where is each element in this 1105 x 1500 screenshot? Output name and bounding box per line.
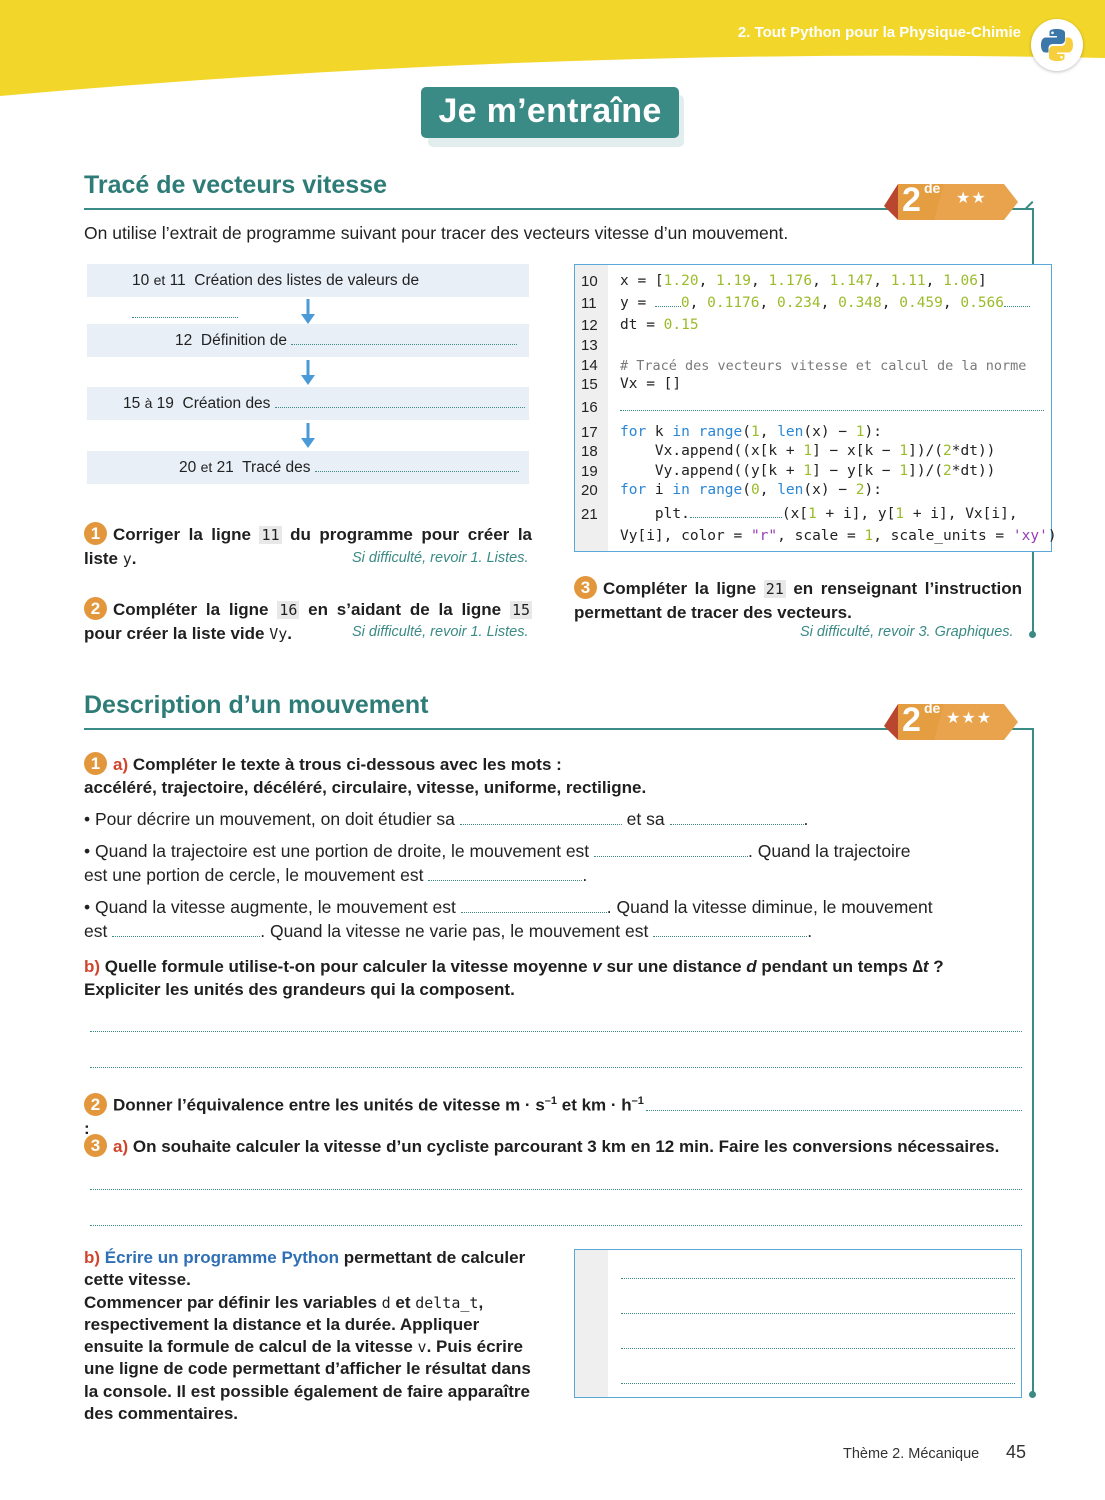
flow-step-3-blank[interactable]	[275, 394, 525, 408]
flow-step-4-num-b: 21	[216, 459, 234, 476]
flow-step-2-blank[interactable]	[291, 331, 517, 345]
flow-step-1-sep: et	[153, 272, 166, 288]
page-number: 45	[1006, 1442, 1027, 1462]
code-answer-line[interactable]	[621, 1348, 1015, 1349]
blank-rectiligne[interactable]	[594, 842, 748, 857]
exercise1-rule-end-dot	[1029, 631, 1036, 638]
code-line-19: Vy.append((y[k + 1] − y[k − 1])/(2*dt))	[620, 463, 996, 479]
code-answer-line[interactable]	[621, 1383, 1015, 1384]
flow-step-2-num: 12	[175, 332, 193, 349]
exercise2-question-1a: 1 a) Compléter le texte à trous ci-dessous avec les mots : accéléré, trajectoire, décéléré, circulaire, vitesse, uniforme, rectiligne.	[84, 754, 647, 797]
flow-step-4-sep: et	[200, 459, 213, 475]
exercise1-question-3: 3 Compléter la ligne 21 en renseignant l’instruction permettant de tracer des vecteurs.	[574, 578, 1023, 622]
flow-step-1-num-b: 11	[169, 272, 186, 289]
code-line-11: y = 0, 0.1176, 0.234, 0.348, 0.459, 0.566	[620, 295, 1030, 311]
code-line-15: Vx = []	[620, 376, 682, 392]
fill-line-2: • Quand la trajectoire est une portion de droite, le mouvement est . Quand la trajectoire	[84, 841, 911, 861]
code-line-21-blank[interactable]	[690, 506, 782, 518]
answer-line-unit-equivalence[interactable]	[646, 1110, 1022, 1111]
code-line-20: for i in range(0, len(x) − 2):	[620, 482, 882, 498]
exercise2-question-3b: b) Écrire un programme Python permettant de calculer cette vitesse. Commencer par définir les variables d et delta_t, respectivement la distance et la durée. Appliquer ensuite la formule de calcul de la vitesse v. Puis écrire une ligne de code permettant d’afficher le résultat dans la console. Il est possible également de faire apparaître des commentaires.	[84, 1248, 531, 1424]
exercise1-level-sup: de	[924, 180, 941, 196]
question-number-badge: 3	[574, 576, 597, 599]
line-number: 19	[581, 463, 598, 480]
line-number: 12	[581, 317, 598, 334]
flow-step-3-num-a: 15	[123, 395, 141, 412]
exercise1-title: Tracé de vecteurs vitesse	[84, 171, 387, 199]
flow-step-1-blank[interactable]	[132, 304, 238, 318]
fill-line-2b: est une portion de cercle, le mouvement est .	[84, 865, 588, 885]
flow-step-1-label: Création des listes de valeurs de	[194, 272, 420, 289]
line-number: 21	[581, 506, 598, 523]
answer-line[interactable]	[90, 1031, 1022, 1032]
question-number-badge: 3	[84, 1134, 107, 1157]
exercise2-stars: ★★★	[946, 710, 993, 727]
code-line-18: Vx.append((x[k + 1] − x[k − 1])/(2*dt))	[620, 443, 996, 459]
header-band	[0, 0, 1105, 100]
code-answer-line[interactable]	[621, 1278, 1015, 1279]
blank-trajectoire[interactable]	[460, 810, 622, 825]
line-number: 11	[581, 295, 597, 312]
exercise2-level-sup: de	[924, 700, 941, 716]
flow-arrow-down-icon	[299, 299, 317, 325]
exercise1-rule	[84, 208, 899, 210]
line-number: 13	[581, 337, 598, 354]
line-number: 17	[581, 424, 598, 441]
blank-accelere[interactable]	[461, 898, 607, 913]
line-number: 20	[581, 482, 598, 499]
code-line-16	[620, 399, 1044, 415]
line-number: 16	[581, 399, 598, 416]
line-number: 10	[581, 273, 598, 290]
code-listing	[574, 264, 1057, 552]
flow-step-4-blank[interactable]	[315, 458, 519, 472]
code-line-16-blank[interactable]	[620, 399, 1044, 411]
code-line-17: for k in range(1, len(x) − 1):	[620, 424, 882, 440]
fill-line-1: • Pour décrire un mouvement, on doit étudier sa et sa .	[84, 809, 809, 829]
line-number: 15	[581, 376, 598, 393]
exercise2-level: 2	[902, 701, 921, 739]
exercise2-level-badge	[884, 700, 1024, 744]
flow-step-1-num-a: 10	[132, 272, 150, 289]
fill-line-3b: est . Quand la vitesse ne varie pas, le mouvement est .	[84, 921, 813, 941]
flow-step-4	[87, 451, 529, 484]
exercise1-question-1-hint: Si difficulté, revoir 1. Listes.	[352, 550, 529, 566]
question-number-badge: 2	[84, 1093, 107, 1116]
exercise1-level: 2	[902, 181, 921, 219]
flow-step-4-label: Tracé des	[242, 459, 311, 476]
blank-vitesse[interactable]	[670, 810, 804, 825]
code-line-12: dt = 0.15	[620, 317, 699, 333]
answer-line[interactable]	[90, 1067, 1022, 1068]
exercise1-stars: ★★	[956, 190, 987, 207]
exercise2-rule-end-dot	[1029, 1391, 1036, 1398]
flow-arrow-down-icon	[299, 423, 317, 449]
exercise1-level-badge	[884, 180, 1024, 224]
answer-line[interactable]	[90, 1225, 1022, 1226]
flow-step-2-label: Définition de	[200, 332, 288, 349]
exercise1-question-2-hint: Si difficulté, revoir 1. Listes.	[352, 624, 529, 640]
exercise1-question-3-hint: Si difficulté, revoir 3. Graphiques.	[800, 624, 1014, 640]
blank-decelere[interactable]	[112, 922, 260, 937]
code-line-14: # Tracé des vecteurs vitesse et calcul de la norme	[620, 358, 1027, 374]
flow-step-3-num-b: 19	[156, 395, 174, 412]
flow-step-1	[87, 264, 529, 297]
answer-code-gutter	[575, 1250, 608, 1397]
exercise2-question-3a: 3 a) On souhaite calculer la vitesse d’un cycliste parcourant 3 km en 12 min. Faire les conversions nécessaires.	[84, 1134, 1024, 1158]
fill-line-3: • Quand la vitesse augmente, le mouvement est . Quand la vitesse diminue, le mouvement	[84, 897, 933, 917]
answer-code-box[interactable]	[574, 1249, 1022, 1398]
exercise1-intro: On utilise l’extrait de programme suivant pour tracer des vecteurs vitesse d’un mouvement.	[84, 223, 789, 243]
exercise2-title: Description d’un mouvement	[84, 691, 429, 719]
exercise1-question-1: 1 Corriger la ligne 11 du programme pour créer la liste y.	[84, 524, 532, 568]
code-line-21: plt. (x[1 + i], y[1 + i], Vx[i],	[620, 506, 1018, 522]
header-section-title: 2. Tout Python pour la Physique-Chimie	[737, 24, 1021, 41]
question-number-badge: 1	[84, 752, 107, 775]
header-band-shape	[0, 0, 1105, 100]
flow-step-3-label: Création des	[182, 395, 271, 412]
page-title: Je m’entraîne	[421, 87, 679, 138]
question-number-badge: 1	[84, 522, 107, 545]
word-list: accéléré, trajectoire, décéléré, circulaire, vitesse, uniforme, rectiligne.	[84, 778, 647, 797]
flow-step-2	[87, 324, 529, 357]
blank-uniforme[interactable]	[653, 922, 807, 937]
line-number: 14	[581, 357, 598, 374]
code-line-21-cont: Vy[i], color = "r", scale = 1, scale_units = 'xy')	[620, 528, 1057, 544]
question-number-badge: 2	[84, 597, 107, 620]
code-line-10: x = [1.20, 1.19, 1.176, 1.147, 1.11, 1.06]	[620, 273, 987, 289]
python-logo-icon	[1031, 19, 1083, 71]
code-answer-line[interactable]	[621, 1313, 1015, 1314]
line-number: 18	[581, 443, 598, 460]
flow-step-3-sep: à	[144, 395, 153, 411]
code-line-11-blank[interactable]	[655, 295, 681, 307]
exercise2-rule-vertical	[1032, 728, 1034, 1394]
blank-circulaire[interactable]	[428, 866, 582, 881]
exercise2-question-1b: b) Quelle formule utilise-t-on pour calculer la vitesse moyenne v sur une distance d pendant un temps ∆t ? Expliciter les unités des grandeurs qui la composent.	[84, 957, 944, 999]
flow-step-3	[87, 387, 529, 420]
exercise2-question-2: 2 Donner l’équivalence entre les unités de vitesse $m \cdot s^{-1}$ et km · $h^{-1}$ :	[84, 1094, 644, 1138]
footer-theme: Thème 2. Mécanique	[843, 1446, 980, 1462]
flow-arrow-down-icon	[299, 360, 317, 386]
answer-line[interactable]	[90, 1189, 1022, 1190]
exercise2-rule	[84, 728, 899, 730]
flow-step-4-num-a: 20	[179, 459, 197, 476]
code-line-11-blank-end[interactable]	[1004, 295, 1030, 307]
exercise1-question-2: 2 Compléter la ligne 16 en s’aidant de la ligne 15 pour créer la liste vide Vy.	[84, 599, 530, 643]
